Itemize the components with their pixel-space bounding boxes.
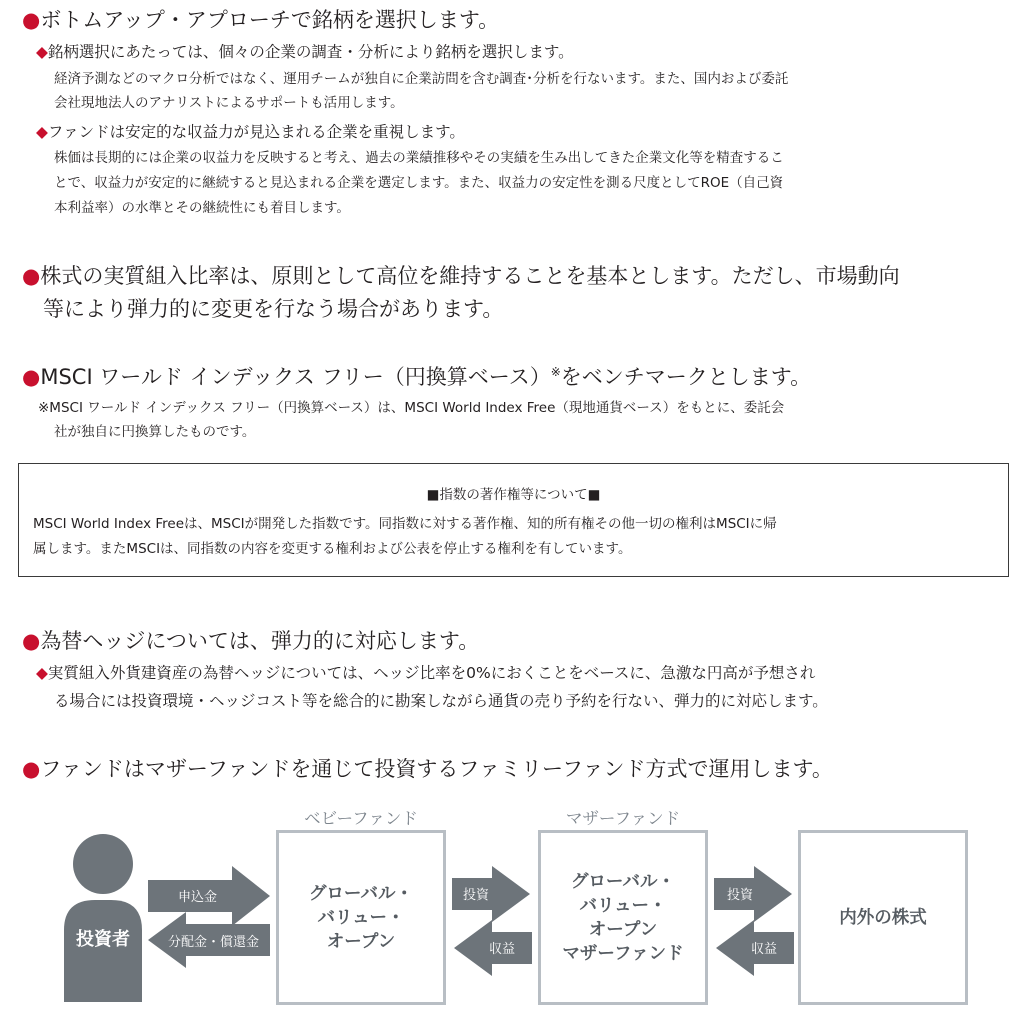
- stocks-label: 内外の株式: [839, 907, 927, 928]
- diamond-icon: ◆: [36, 43, 48, 61]
- bullet-icon: ●: [22, 629, 41, 653]
- mother-fund-label: マザーファンド: [565, 809, 681, 828]
- note-mark: ※: [550, 365, 561, 379]
- section4-heading: [22, 627, 479, 656]
- section5-heading-text: ファンドはマザーファンドを通じて投資するファミリーファンド方式で運用します。: [40, 757, 833, 781]
- notice-line2: 属します。またMSCIは、同指数の内容を変更する権利および公表を停止する権利を有しています。: [33, 541, 632, 557]
- section4-item-line2: る場合には投資環境・ヘッジコスト等を総合的に勘案しながら通貨の売り予約を行ない、弾力的に対応します。: [54, 692, 828, 710]
- mother-fund-line2: バリュー・: [579, 895, 667, 916]
- section1-item2-line2: とで、収益力が安定的に継続すると見込まれる企業を選定します。また、収益力の安定性を測る尺度としてROE（自己資: [54, 175, 784, 191]
- notice-title: ■指数の著作権等について■: [426, 487, 601, 503]
- investor-label: 投資者: [76, 929, 130, 950]
- baby-fund-box: [276, 830, 446, 1005]
- section1-item2-line3: 本利益率）の水準とその継続性にも着目します。: [54, 200, 350, 216]
- section1-item1-line1: 経済予測などのマクロ分析ではなく、運用チームが独自に企業訪問を含む調査･分析を行ないます。また、国内および委託: [54, 71, 789, 87]
- section1-item2-title-text: ファンドは安定的な収益力が見込まれる企業を重視します。: [47, 123, 465, 141]
- section5-heading: [22, 755, 833, 784]
- invest-label-2: 投資: [727, 888, 754, 903]
- bullet-icon: ●: [22, 8, 41, 32]
- section3-heading-tail: をベンチマークとします。: [560, 365, 812, 389]
- diamond-icon: ◆: [36, 123, 48, 141]
- section1-item1-title: [36, 41, 574, 64]
- return-label-2: 収益: [751, 942, 778, 957]
- section2-line1: [22, 262, 900, 291]
- section2-line2: 等により弾力的に変更を行なう場合があります。: [43, 297, 504, 321]
- investor-icon: [64, 834, 142, 1002]
- mother-fund-line4: マザーファンド: [562, 943, 684, 964]
- section3-note-line1: ※MSCI ワールド インデックス フリー（円換算ベース）は、MSCI World Index Free（現地通貨ベース）をもとに、委託会: [38, 400, 785, 416]
- subscription-label: 申込金: [178, 890, 218, 905]
- baby-fund-line1: グローバル・: [308, 883, 414, 904]
- section1-item2-title: [36, 121, 465, 144]
- return-label-1: 収益: [489, 942, 516, 957]
- section3-heading: [22, 363, 811, 395]
- bullet-icon: ●: [22, 264, 41, 288]
- notice-line1: MSCI World Index Freeは、MSCIが開発した指数です。同指数に対する著作権、知的所有権その他一切の権利はMSCIに帰: [33, 516, 777, 532]
- section1-item1-title-text: 銘柄選択にあたっては、個々の企業の調査・分析により銘柄を選択します。: [47, 43, 574, 61]
- section3-note-line2: 社が独自に円換算したものです。: [54, 424, 256, 440]
- mother-fund-line3: オープン: [588, 919, 658, 940]
- baby-fund-line2: バリュー・: [317, 907, 405, 928]
- bullet-icon: ●: [22, 365, 41, 389]
- section1-heading-text: ボトムアップ・アプローチで銘柄を選択します。: [40, 8, 500, 32]
- section4-item-line1: [36, 662, 815, 685]
- section2-line1-text: 株式の実質組入比率は、原則として高位を維持することを基本とします。ただし、市場動向: [40, 264, 900, 288]
- mother-fund-box: [538, 830, 708, 1005]
- mother-fund-line1: グローバル・: [570, 871, 676, 892]
- distribution-label: 分配金・償還金: [168, 935, 260, 950]
- section4-item-line1-text: 実質組入外貨建資産の為替ヘッジについては、ヘッジ比率を0%におくことをベースに、急激な円高が予想され: [47, 664, 816, 682]
- invest-label-1: 投資: [463, 888, 490, 903]
- baby-fund-label: ベビーファンド: [304, 809, 418, 828]
- section1-item1-line2: 会社現地法人のアナリストによるサポートも活用します。: [54, 95, 404, 111]
- baby-fund-line3: オープン: [326, 931, 396, 952]
- section4-heading-text: 為替ヘッジについては、弾力的に対応します。: [40, 629, 480, 653]
- section3-heading-text: MSCI ワールド インデックス フリー（円換算ベース）: [40, 365, 551, 389]
- section1-heading: [22, 6, 499, 35]
- section1-item2-line1: 株価は長期的には企業の収益力を反映すると考え、過去の業績推移やその実績を生み出してきた企業文化等を精査するこ: [54, 150, 784, 166]
- diamond-icon: ◆: [36, 664, 48, 682]
- stocks-box: [798, 830, 968, 1005]
- bullet-icon: ●: [22, 757, 41, 781]
